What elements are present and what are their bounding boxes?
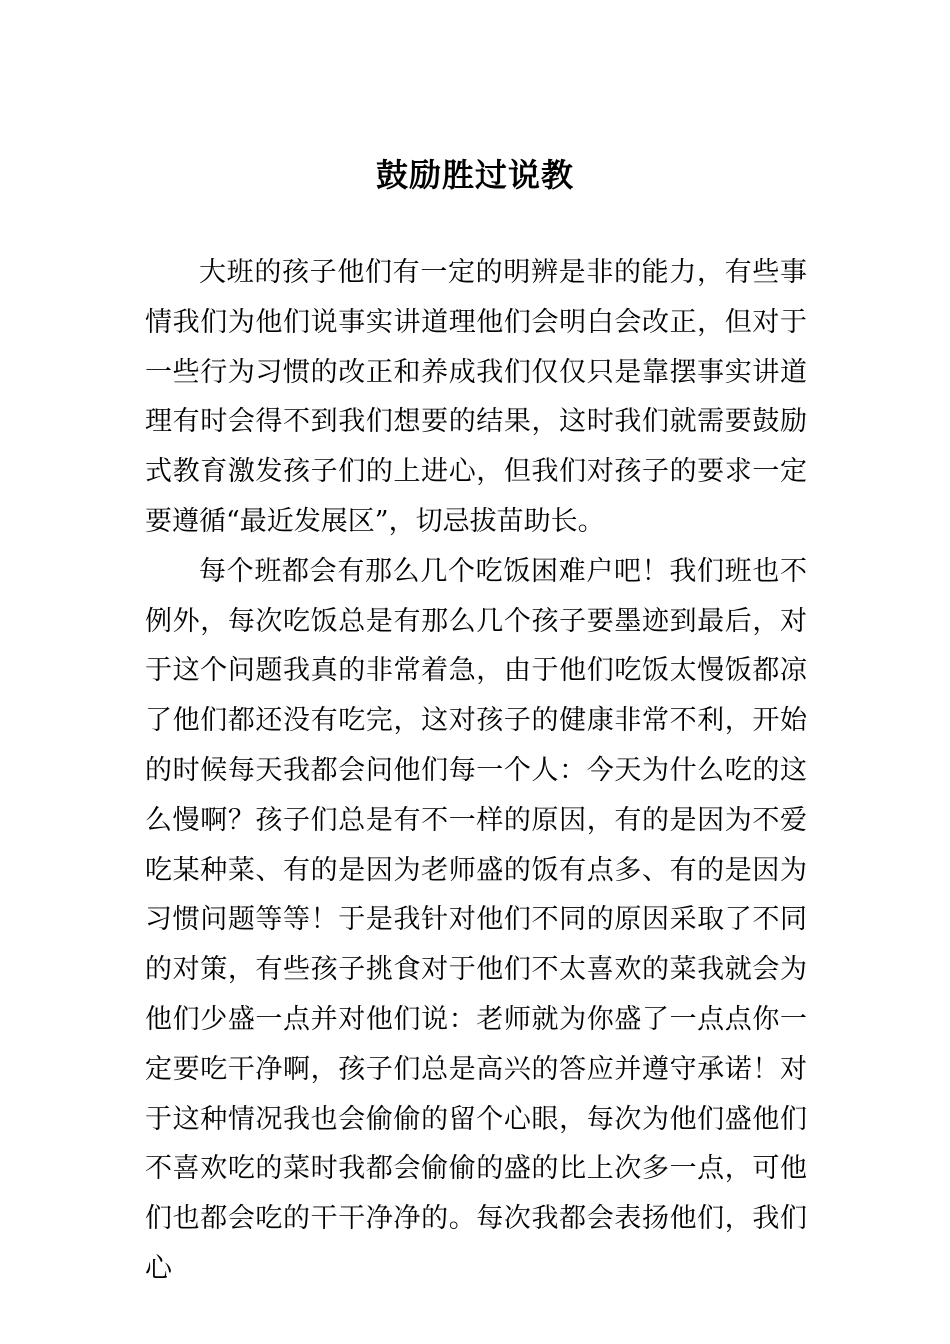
- document-body: [145, 248, 807, 1294]
- paragraph-1: 大班的孩子他们有一定的明辨是非的能力，有些事情我们为他们说事实讲道理他们会明白会改正，但对于一些行为习惯的改正和养成我们仅仅只是靠摆事实讲道理有时会得不到我们想要的结果，这时我们就需要鼓励式教育激发孩子们的上进心，但我们对孩子的要求一定要遵循“最近发展区”，切忌拔苗助长。: [145, 257, 807, 537]
- document-title: 鼓励胜过说教: [375, 156, 574, 194]
- paragraph-2: 每个班都会有那么几个吃饭困难户吧！我们班也不例外，每次吃饭总是有那么几个孩子要墨迹到最后，对于这个问题我真的非常着急，由于他们吃饭太慢饭都凉了他们都还没有吃完，这对孩子的健康非常不利，开始的时候每天我都会问他们每一个人：今天为什么吃的这么慢啊？孩子们总是有不一样的原因，有的是因为不爱吃某种菜、有的是因为老师盛的饭有点多、有的是因为习惯问题等等！于是我针对他们不同的原因采取了不同的对策，有些孩子挑食对于他们不太喜欢的菜我就会为他们少盛一点并对他们说：老师就为你盛了一点点你一定要吃干净啊，孩子们总是高兴的答应并遵守承诺！对于这种情况我也会偷偷的留个心眼，每次为他们盛他们不喜欢吃的菜时我都会偷偷的盛的比上次多一点，可他们也都会吃的干干净净的。每次我都会表扬他们，我们心: [145, 555, 807, 1284]
